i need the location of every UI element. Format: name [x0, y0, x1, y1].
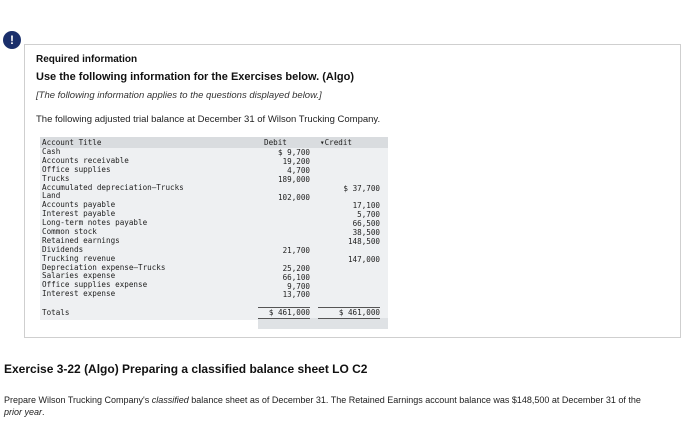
account-name: Common stock	[42, 227, 97, 237]
account-name: Long-term notes payable	[42, 218, 148, 228]
credit-amount: 66,500	[352, 219, 380, 229]
account-name: Accounts receivable	[42, 155, 129, 165]
debit-amount: 21,700	[282, 245, 310, 255]
debit-amount: 66,100	[282, 272, 310, 282]
credit-header	[320, 137, 352, 148]
instructions-heading: Use the following information for the Exercises below. (Algo)	[36, 71, 355, 83]
account-name: Cash	[42, 147, 61, 156]
debit-total: $ 461,000	[268, 308, 310, 318]
account-name: Trucking revenue	[42, 253, 116, 263]
credit-amount: 147,000	[347, 254, 380, 264]
debit-header: Debit	[264, 138, 287, 147]
exercise-title: Exercise 3-22 (Algo) Preparing a classified balance sheet LO C2	[4, 362, 368, 376]
debit-amount: 19,200	[282, 156, 310, 166]
account-name: Accounts payable	[42, 200, 116, 210]
account-name: Salaries expense	[42, 271, 116, 281]
credit-amount: 5,700	[357, 210, 380, 220]
totals-label: Totals	[42, 308, 70, 318]
account-name: Interest expense	[42, 289, 116, 299]
debit-amount: 9,700	[287, 281, 310, 291]
account-title-column	[42, 137, 252, 318]
account-name: Accumulated depreciation—Trucks	[42, 182, 184, 192]
debit-amount: 4,700	[287, 165, 310, 175]
account-name: Retained earnings	[42, 235, 120, 245]
account-name: Office supplies expense	[42, 280, 148, 290]
credit-amount: 148,500	[347, 237, 380, 246]
exercise-desc-part: Prepare Wilson Trucking Company's	[4, 395, 152, 405]
trial-balance-intro: The following adjusted trial balance at December 31 of Wilson Trucking Company.	[36, 114, 381, 125]
credit-amount: 38,500	[352, 228, 380, 238]
exercise-description	[4, 394, 644, 418]
alert-icon: !	[3, 31, 21, 49]
credit-total: $ 461,000	[338, 308, 380, 318]
credit-header-label: Credit	[324, 138, 353, 147]
debit-amount: $ 9,700	[277, 148, 310, 157]
credit-marker-icon: ▾	[320, 138, 325, 147]
account-name: Office supplies	[42, 164, 111, 174]
totals-band	[258, 318, 388, 329]
account-name: Interest payable	[42, 209, 116, 219]
required-information-heading: Required information	[36, 54, 138, 65]
adjusted-trial-balance-table	[40, 137, 388, 330]
account-name: Dividends	[42, 244, 84, 254]
credit-amount: 17,100	[352, 201, 380, 211]
applies-note: [The following information applies to the questions displayed below.]	[36, 90, 322, 101]
credit-amount: $ 37,700	[343, 183, 380, 193]
account-title-header: Account Title	[42, 138, 102, 147]
debit-total-rule	[258, 307, 310, 308]
account-name: Trucks	[42, 173, 70, 183]
credit-total-double-rule	[318, 318, 380, 319]
debit-total-double-rule	[258, 318, 310, 319]
exercise-desc-part: balance sheet as of December 31. The Retained Earnings account balance was $148,500 at December 31 of the	[188, 395, 641, 405]
debit-amount: 189,000	[277, 174, 310, 184]
exercise-desc-part: .	[42, 407, 45, 417]
account-name: Land	[42, 191, 61, 201]
exercise-desc-emphasis: classified	[151, 395, 189, 405]
debit-amount: 102,000	[277, 192, 310, 202]
debit-amount: 13,700	[282, 290, 310, 300]
account-name: Depreciation expense—Trucks	[42, 262, 166, 272]
debit-amount: 25,200	[282, 263, 310, 273]
required-information-panel	[24, 44, 681, 338]
exercise-desc-emphasis: prior year	[4, 407, 43, 417]
credit-total-rule	[318, 307, 380, 308]
